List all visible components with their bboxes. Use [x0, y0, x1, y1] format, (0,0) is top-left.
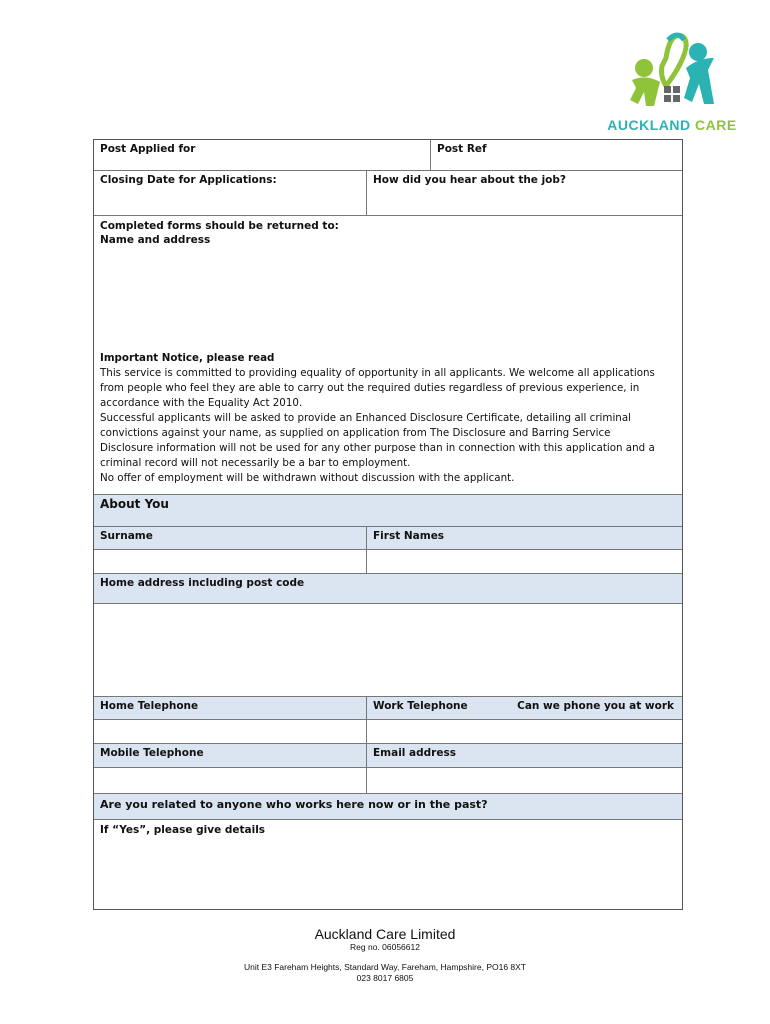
return-to-label: Completed forms should be returned to:: [100, 220, 339, 232]
notice-line: accordance with the Equality Act 2010.: [100, 397, 303, 409]
footer-phone: 023 8017 6805: [356, 973, 414, 983]
how-heard-field[interactable]: [367, 171, 682, 216]
first-names-input[interactable]: [367, 550, 682, 574]
logo-wordmark: [602, 117, 742, 133]
email-address-label: Email address: [373, 747, 456, 759]
footer-reg-no: Reg no. 06056612: [350, 942, 420, 952]
phone-at-work-label: Can we phone you at work: [517, 700, 674, 712]
about-you-title: About You: [100, 497, 169, 511]
notice-line: Disclosure information will not be used for any other purpose than in connection with this application and a: [100, 442, 655, 454]
home-telephone-label: Home Telephone: [100, 700, 199, 712]
home-telephone-input[interactable]: [94, 720, 367, 744]
application-form: [93, 139, 683, 910]
home-address-label: Home address including post code: [100, 577, 305, 589]
post-ref-field[interactable]: [431, 140, 682, 171]
about-you-header: [94, 495, 682, 527]
notice-heading: Important Notice, please read: [100, 352, 275, 364]
post-applied-for-field[interactable]: [94, 140, 431, 171]
email-address-label-cell: [367, 744, 682, 768]
work-telephone-label: Work Telephone: [373, 700, 468, 712]
work-telephone-label-cell: [367, 697, 682, 720]
how-heard-label: How did you hear about the job?: [373, 174, 567, 186]
notice-line: from people who feel they are able to carry out the required duties regardless of previous experience, in: [100, 382, 640, 394]
notice-line: This service is committed to providing equality of opportunity in all applicants. We welcome all applications: [100, 367, 655, 379]
closing-date-field[interactable]: [94, 171, 367, 216]
footer-address: Unit E3 Fareham Heights, Standard Way, Fareham, Hampshire, PO16 8XT: [243, 962, 527, 972]
footer-company-name: Auckland Care Limited: [314, 926, 456, 942]
mobile-telephone-label: Mobile Telephone: [100, 747, 204, 759]
notice-line: convictions against your name, as supplied on application from The Disclosure and Barring Service: [100, 427, 611, 439]
footer-contact: [0, 962, 770, 984]
important-notice: [100, 351, 675, 486]
if-yes-label: If “Yes”, please give details: [100, 824, 266, 836]
home-address-label-cell: [94, 574, 682, 604]
name-address-label: Name and address: [100, 234, 211, 246]
closing-date-label: Closing Date for Applications:: [100, 174, 277, 186]
related-question-header: [94, 794, 682, 820]
post-ref-label: Post Ref: [437, 143, 487, 155]
mobile-telephone-input[interactable]: [94, 768, 367, 794]
post-applied-for-label: Post Applied for: [100, 143, 196, 155]
notice-line: No offer of employment will be withdrawn without discussion with the applicant.: [100, 472, 515, 484]
logo-word-care: CARE: [695, 117, 737, 133]
notice-line: Successful applicants will be asked to provide an Enhanced Disclosure Certificate, detailing all criminal: [100, 412, 632, 424]
surname-label: Surname: [100, 530, 153, 542]
mobile-telephone-label-cell: [94, 744, 367, 768]
notice-line: criminal record will not necessarily be a bar to employment.: [100, 457, 411, 469]
related-question-label: Are you related to anyone who works here now or in the past?: [100, 798, 488, 811]
first-names-label-cell: [367, 527, 682, 550]
home-address-input[interactable]: [94, 604, 682, 697]
work-telephone-input[interactable]: [367, 720, 682, 744]
surname-label-cell: [94, 527, 367, 550]
surname-input[interactable]: [94, 550, 367, 574]
email-address-input[interactable]: [367, 768, 682, 794]
related-details-input[interactable]: [94, 820, 682, 909]
first-names-label: First Names: [373, 530, 445, 542]
home-telephone-label-cell: [94, 697, 367, 720]
logo-word-auckland: AUCKLAND: [607, 117, 691, 133]
